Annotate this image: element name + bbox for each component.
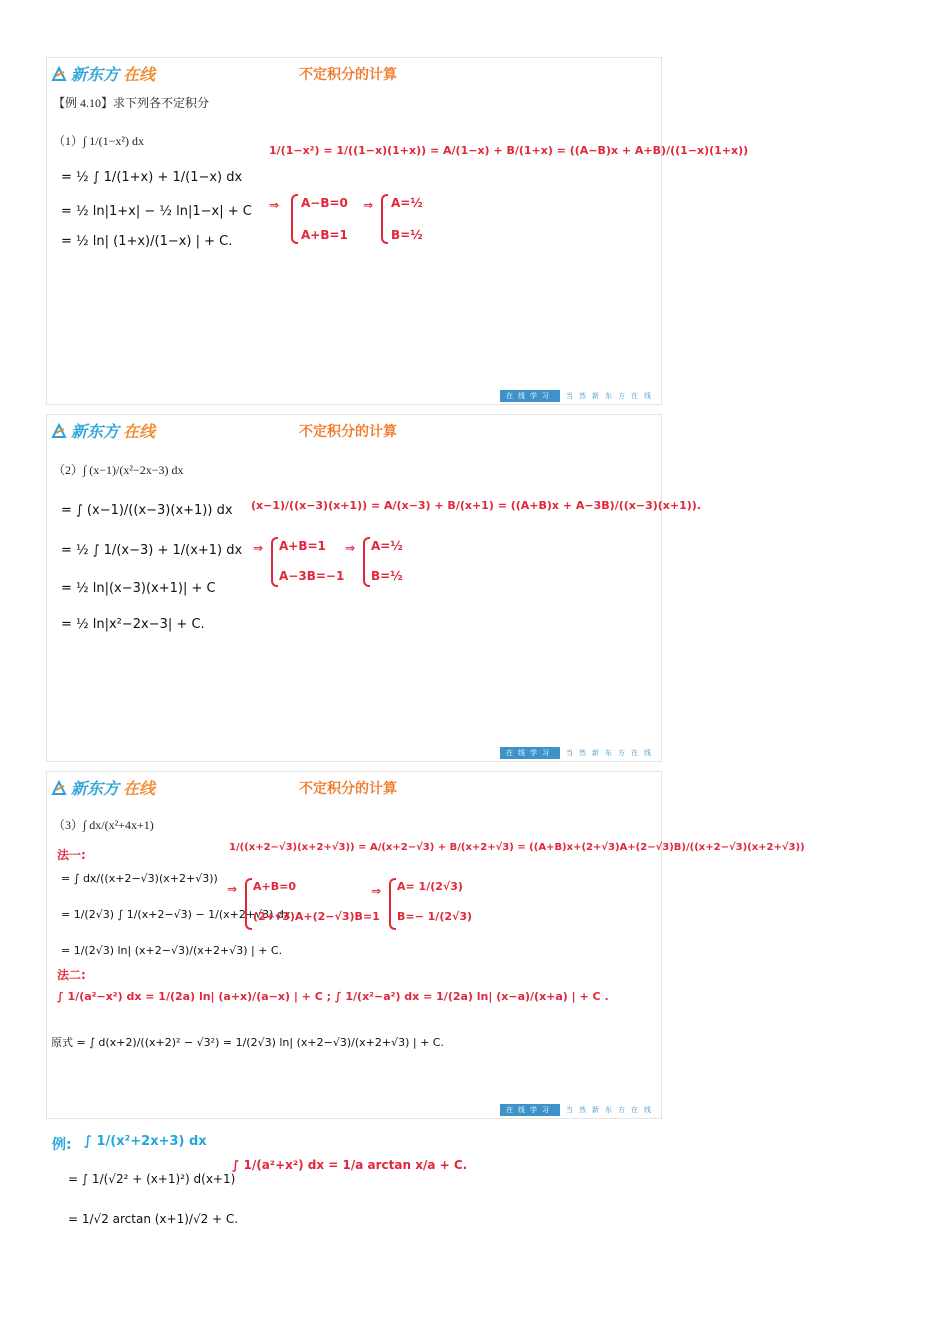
example-step-2: = 1/√2 arctan (x+1)/√2 + C. <box>68 1212 239 1226</box>
slide-3 <box>46 771 805 1119</box>
arctan-formula: ∫ 1/(a²+x²) dx = 1/a arctan x/a + C. <box>232 1158 468 1172</box>
footer-text: 当然新东方在线 <box>566 392 657 400</box>
partial-fraction-decomposition: (x−1)/((x−3)(x+1)) = A/(x−3) + B/(x+1) = ((A+B)x + A−3B)/((x−3)(x+1)). <box>251 499 701 512</box>
solution-a: A= 1/(2√3) <box>397 880 463 893</box>
implies-arrow-2: ⇒ <box>345 541 356 555</box>
logo-mark-icon <box>51 780 67 796</box>
m1-step-3: = 1/(2√3) ln| (x+2−√3)/(x+2+√3) | + C. <box>61 944 283 957</box>
solution-a: A=½ <box>391 196 423 210</box>
implies-arrow-1: ⇒ <box>227 882 238 896</box>
step-1: = ½ ∫ 1/(1+x) + 1/(1−x) dx <box>61 170 243 185</box>
example-step-1: = ∫ 1/(√2² + (x+1)²) d(x+1) <box>68 1172 236 1186</box>
solution-b: B=− 1/(2√3) <box>397 910 473 923</box>
solution-brace <box>363 537 370 587</box>
slide-footer <box>500 1104 657 1116</box>
example-label: 例: <box>52 1137 72 1153</box>
system-brace <box>291 194 298 244</box>
partial-fraction-decomposition: 1/((x+2−√3)(x+2+√3)) = A/(x+2−√3) + B/(x+2+√3) = ((A+B)x+(2+√3)A+(2−√3)B)/((x+2−√3)(x+2+√3)) <box>229 842 805 853</box>
brand-logo <box>51 419 155 442</box>
slide-title: 不定积分的计算 <box>299 781 397 797</box>
logo-text-2: 在线 <box>123 422 156 441</box>
solution-b: B=½ <box>391 228 423 242</box>
slide-title: 不定积分的计算 <box>299 424 397 440</box>
footer-text: 当然新东方在线 <box>566 1106 657 1114</box>
slide-title: 不定积分的计算 <box>299 67 397 83</box>
brand-logo <box>51 776 155 799</box>
slide-2 <box>46 414 701 762</box>
problem-2: （2）∫ (x−1)/(x²−2x−3) dx <box>53 463 184 477</box>
m1-step-1: = ∫ dx/((x+2−√3)(x+2+√3)) <box>61 872 218 885</box>
system-eq-1: A−B=0 <box>301 196 348 210</box>
step-3: = ½ ln|(x−3)(x+1)| + C <box>61 581 216 596</box>
problem-1: （1）∫ 1/(1−x²) dx <box>53 134 144 148</box>
system-eq-2: (2+√3)A+(2−√3)B=1 <box>253 910 380 923</box>
method-2-result: 原式 = ∫ d(x+2)/((x+2)² − √3²) = 1/(2√3) ln| (x+2−√3)/(x+2+√3) | + C. <box>51 1036 444 1049</box>
implies-arrow-2: ⇒ <box>363 198 374 212</box>
logo-mark-icon <box>51 423 67 439</box>
slide-footer <box>500 390 657 402</box>
logo-mark-icon <box>51 66 67 82</box>
implies-arrow-1: ⇒ <box>269 198 280 212</box>
slide-footer <box>500 747 657 759</box>
logo-text-2: 在线 <box>123 65 156 84</box>
brand-logo <box>51 62 155 85</box>
solution-brace <box>381 194 388 244</box>
system-eq-2: A+B=1 <box>301 228 348 242</box>
system-eq-1: A+B=0 <box>253 880 296 893</box>
system-eq-1: A+B=1 <box>279 539 326 553</box>
footer-bar: 在线学习 <box>500 390 560 402</box>
footer-bar: 在线学习 <box>500 747 560 759</box>
method-1-label: 法一: <box>57 848 86 862</box>
implies-arrow-1: ⇒ <box>253 541 264 555</box>
step-3: = ½ ln| (1+x)/(1−x) | + C. <box>61 234 233 249</box>
implies-arrow-2: ⇒ <box>371 884 382 898</box>
system-brace <box>245 878 252 930</box>
partial-fraction-decomposition: 1/(1−x²) = 1/((1−x)(1+x)) = A/(1−x) + B/(1+x) = ((A−B)x + A+B)/((1−x)(1+x)) <box>269 144 749 157</box>
step-2: = ½ ln|1+x| − ½ ln|1−x| + C <box>61 204 252 219</box>
logo-text-1: 新东方 <box>71 779 120 798</box>
slide-1 <box>46 57 749 405</box>
problem-3: （3）∫ dx/(x²+4x+1) <box>53 818 154 832</box>
standard-formulas: ∫ 1/(a²−x²) dx = 1/(2a) ln| (a+x)/(a−x) | + C ; ∫ 1/(x²−a²) dx = 1/(2a) ln| (x−a)/(x+a) | + C . <box>57 990 609 1003</box>
logo-text-2: 在线 <box>123 779 156 798</box>
example-problem: ∫ 1/(x²+2x+3) dx <box>84 1134 207 1149</box>
example-header: 【例 4.10】求下列各不定积分 <box>53 96 210 110</box>
m1-step-2: = 1/(2√3) ∫ 1/(x+2−√3) − 1/(x+2+√3) dx <box>61 908 291 921</box>
footer-text: 当然新东方在线 <box>566 749 657 757</box>
step-4: = ½ ln|x²−2x−3| + C. <box>61 617 205 632</box>
logo-text-1: 新东方 <box>71 422 120 441</box>
step-1: = ∫ (x−1)/((x−3)(x+1)) dx <box>61 503 233 518</box>
system-brace <box>271 537 278 587</box>
solution-a: A=½ <box>371 539 403 553</box>
logo-text-1: 新东方 <box>71 65 120 84</box>
step-2: = ½ ∫ 1/(x−3) + 1/(x+1) dx <box>61 543 243 558</box>
footer-bar: 在线学习 <box>500 1104 560 1116</box>
solution-b: B=½ <box>371 569 403 583</box>
method-2-label: 法二: <box>57 968 86 982</box>
solution-brace <box>389 878 396 930</box>
system-eq-2: A−3B=−1 <box>279 569 345 583</box>
